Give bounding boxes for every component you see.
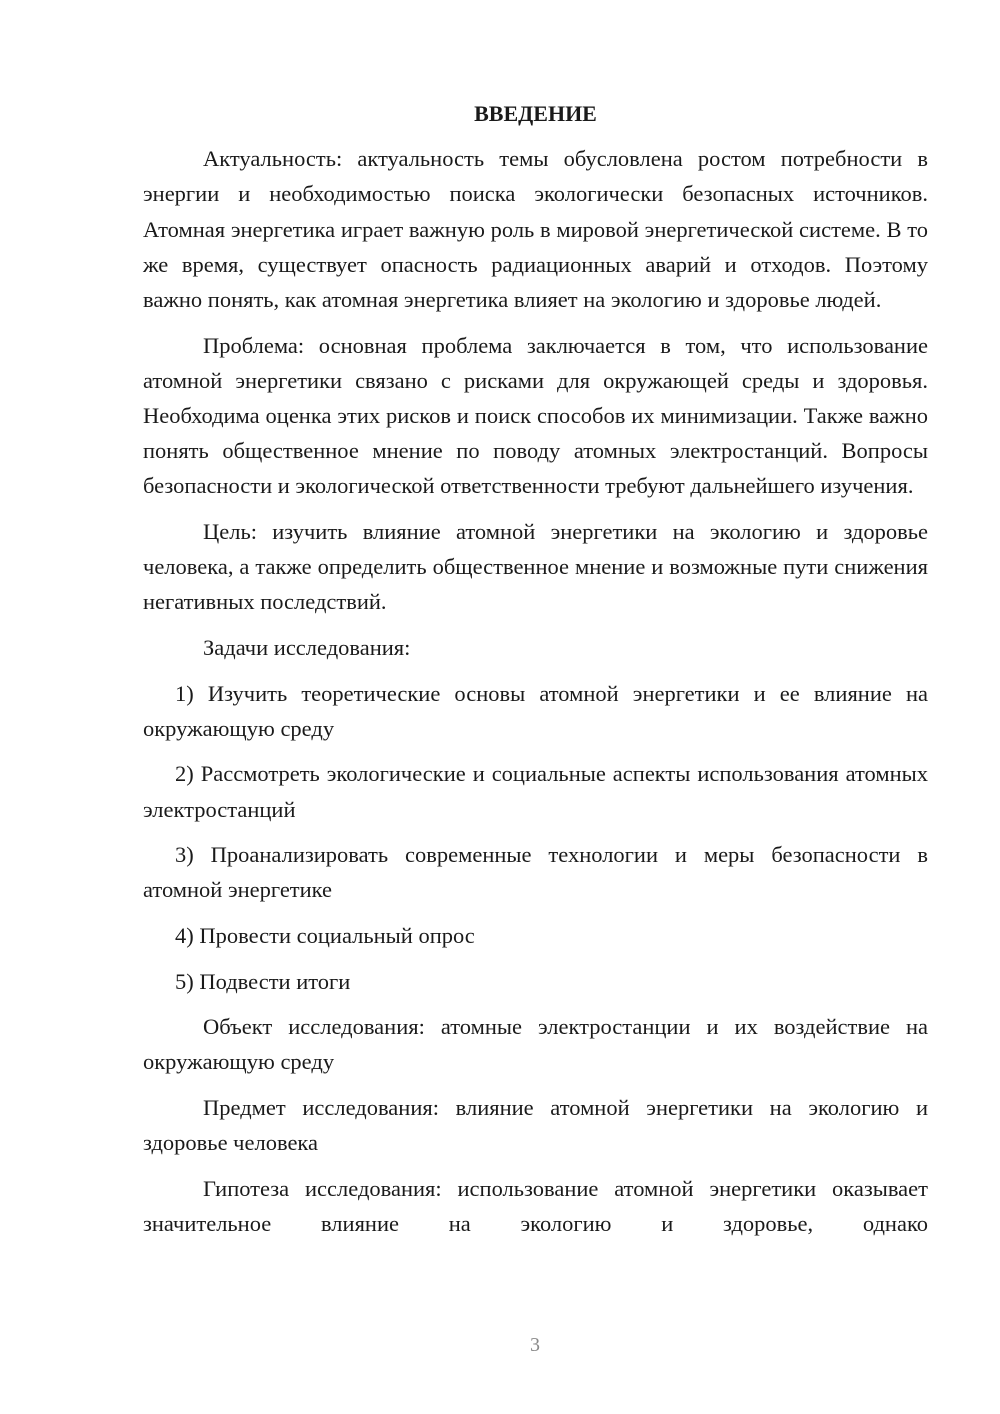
section-title: ВВЕДЕНИЕ — [474, 101, 597, 126]
task-item-1: 1) Изучить теоретические основы атомной энергетики и ее влияние на окружающую среду — [143, 680, 928, 741]
task-item-5: 5) Подвести итоги — [175, 968, 351, 994]
page-number: 3 — [530, 1334, 540, 1356]
tasks-heading: Задачи исследования: — [203, 635, 411, 661]
problem-paragraph: Проблема: основная проблема заключается в том, что использование атомной энергетики связано с рисками для окружающей среды и здоровья. Необходима оценка этих рисков и поиск способов их минимизации. Также важно понять общественное мнение по поводу атомных электростанций. Вопросы безопасности и экологической ответственности требуют дальнейшего изучения. — [143, 332, 928, 499]
hypothesis-paragraph: Гипотеза исследования: использование атомной энергетики оказывает значительное влияние на экологию и здоровье, однако — [143, 1175, 928, 1236]
object-paragraph: Объект исследования: атомные электростанции и их воздействие на окружающую среду — [143, 1014, 928, 1075]
task-item-3: 3) Проанализировать современные технологии и меры безопасности в атомной энергетике — [143, 842, 928, 903]
task-item-2: 2) Рассмотреть экологические и социальные аспекты использования атомных электростанций — [143, 761, 928, 822]
task-item-4: 4) Провести социальный опрос — [175, 923, 475, 948]
goal-paragraph: Цель: изучить влияние атомной энергетики на экологию и здоровье человека, а также определить общественное мнение и возможные пути снижения негативных последствий. — [143, 519, 928, 615]
page-content — [143, 96, 928, 1252]
subject-paragraph: Предмет исследования: влияние атомной энергетики на экологию и здоровье человека — [143, 1094, 928, 1156]
relevance-paragraph: Актуальность: актуальность темы обусловлена ростом потребности в энергии и необходимостью поиска экологически безопасных источников. Атомная энергетика играет важную роль в мировой энергетической системе. В то же время, существует опасность радиационных аварий и отходов. Поэтому важно понять, как атомная энергетика влияет на экологию и здоровье людей. — [143, 146, 928, 313]
